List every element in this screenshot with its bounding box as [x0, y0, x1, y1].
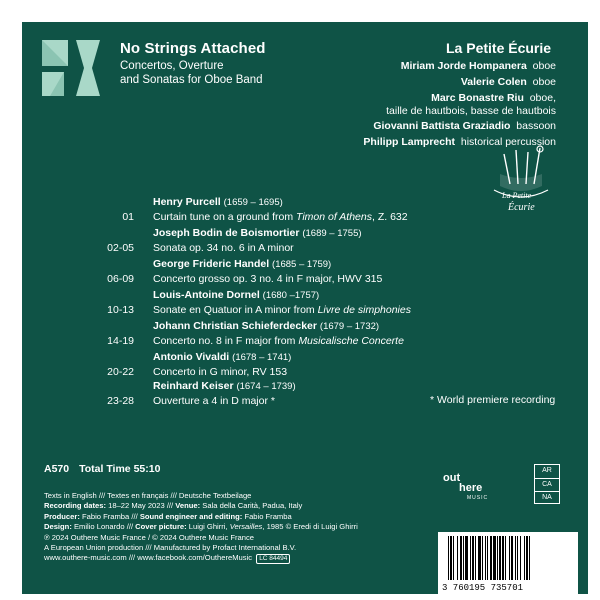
outhere-music-logo-icon: [443, 470, 499, 500]
barcode-bar: [505, 536, 506, 580]
composer-name: Johann Christian Schieferdecker: [153, 320, 317, 332]
track-number: 14-19: [107, 335, 134, 347]
lpe-logo-line-1: La Petite: [502, 191, 532, 200]
barcode-bar: [497, 536, 498, 580]
total-time: Total Time 55:10: [79, 463, 161, 475]
work-suffix: , Z. 632: [372, 211, 408, 223]
barcode-bar: [485, 536, 486, 580]
work-text: Concerto grosso op. 3 no. 4 in F major, HWV 315: [153, 273, 383, 285]
arcana-na: NA: [542, 494, 552, 502]
performer-role: oboe: [532, 76, 556, 88]
composer-dates: (1678 – 1741): [232, 352, 292, 363]
track-number: 23-28: [107, 395, 134, 407]
credits-design: [44, 522, 358, 532]
track-work: [153, 304, 411, 316]
track-number: 20-22: [107, 366, 134, 378]
cover-italic: Versailles: [229, 522, 263, 532]
track-composer: [153, 320, 379, 332]
arcana-ca: CA: [535, 479, 559, 493]
barcode-number: 3 760195 735701: [442, 583, 524, 593]
outhere-music: MUSIC: [467, 495, 489, 500]
credits-websites: [44, 553, 358, 564]
lc-code-badge: LC 84494: [256, 554, 290, 564]
venue-label: Venue:: [175, 501, 201, 511]
no-strings-logo-icon: [42, 40, 104, 96]
cover-label: Cover picture:: [135, 522, 187, 532]
performer-role: oboe,: [529, 92, 556, 104]
barcode-bar: [460, 536, 462, 580]
outhere-line-1: out: [443, 472, 461, 484]
barcode-bar: [511, 536, 513, 580]
subtitle-line-2: and Sonatas for Oboe Band: [120, 74, 263, 86]
performer-role: bassoon: [516, 120, 556, 132]
barcode-bar: [472, 536, 474, 580]
composer-name: George Frideric Handel: [153, 258, 270, 270]
album-subtitle: [120, 59, 340, 87]
barcode: [438, 532, 578, 594]
track-composer: [153, 227, 362, 239]
arcana-logo: [534, 464, 560, 504]
track-composer: [153, 380, 296, 392]
performer-role-continuation: taille de hautbois, basse de hautbois: [386, 105, 556, 117]
venue-value: Sala della Carità, Padua, Italy: [200, 501, 303, 511]
work-text: Concerto no. 8 in F major from: [153, 335, 299, 347]
composer-name: Antonio Vivaldi: [153, 351, 230, 363]
performer-2: [461, 76, 556, 89]
lpe-logo-line-2: Écurie: [508, 202, 535, 213]
websites-text[interactable]: www.outhere-music.com /// www.facebook.com/OuthereMusic: [44, 553, 253, 563]
track-composer: [153, 289, 319, 301]
composer-dates: (1674 – 1739): [236, 381, 296, 392]
barcode-bar: [499, 536, 501, 580]
track-composer: [153, 258, 331, 270]
album-title: No Strings Attached: [120, 40, 266, 57]
track-work: [153, 395, 275, 407]
performer-name: Philipp Lamprecht: [363, 136, 456, 148]
premiere-note: * World premiere recording: [430, 394, 556, 406]
composer-dates: (1685 – 1759): [272, 259, 332, 270]
barcode-bar: [482, 536, 483, 580]
barcode-bar: [450, 536, 452, 580]
composer-dates: (1689 – 1755): [302, 228, 362, 239]
performer-role: historical percussion: [460, 136, 556, 148]
work-italic: Livre de simphonies: [317, 304, 411, 316]
outhere-line-2: here: [459, 482, 483, 494]
design-value: Emilio Lonardo ///: [71, 522, 136, 532]
work-text: Sonata op. 34 no. 6 in A minor: [153, 242, 294, 254]
barcode-bar: [465, 536, 468, 580]
track-number: 06-09: [107, 273, 134, 285]
la-petite-ecurie-logo-icon: [490, 144, 552, 216]
engineer-value: Fabio Framba: [242, 511, 292, 521]
composer-dates: (1680 –1757): [262, 290, 320, 301]
producer-label: Producer:: [44, 511, 80, 521]
barcode-bar: [502, 536, 504, 580]
barcode-bar: [470, 536, 471, 580]
barcode-bar: [526, 536, 528, 580]
barcode-bar: [475, 536, 476, 580]
track-work: [153, 335, 404, 347]
ensemble-name: La Petite Écurie: [446, 40, 552, 56]
producer-value: Fabio Framba ///: [79, 511, 140, 521]
barcode-bars-icon: [438, 532, 578, 594]
work-italic: Musicalische Concerte: [298, 335, 404, 347]
performer-name: Valerie Colen: [460, 76, 527, 88]
barcode-bar: [515, 536, 516, 580]
cover-suffix: , 1985 © Eredi di Luigi Ghirri: [262, 522, 358, 532]
catalog-line: [44, 463, 170, 475]
credits-producer: [44, 512, 358, 522]
barcode-bar: [478, 536, 481, 580]
composer-dates: (1679 – 1732): [319, 321, 380, 332]
composer-name: Joseph Bodin de Boismortier: [153, 227, 300, 239]
performer-role: oboe: [532, 60, 556, 72]
barcode-bar: [490, 536, 492, 580]
barcode-bar: [457, 536, 458, 580]
performer-name: Miriam Jorde Hompanera: [400, 60, 527, 72]
back-cover: [22, 22, 588, 594]
performer-name: Marc Bonastre Riu: [431, 92, 524, 104]
barcode-bar: [463, 536, 464, 580]
performer-1: [401, 60, 556, 73]
track-number: 10-13: [107, 304, 134, 316]
performer-name: Giovanni Battista Graziadio: [373, 120, 511, 132]
track-composer: [153, 351, 291, 363]
track-number: 02-05: [107, 242, 134, 254]
performer-4: [373, 120, 556, 133]
catalog-code: A570: [44, 463, 70, 475]
design-label: Design:: [44, 522, 72, 532]
composer-name: Henry Purcell: [153, 196, 221, 208]
credits-block: [44, 491, 358, 564]
credits-texts: Texts in English /// Textes en français /// Deutsche Textbeilage: [44, 491, 252, 500]
barcode-bar: [517, 536, 518, 580]
subtitle-line-1: Concertos, Overture: [120, 60, 224, 72]
composer-dates: (1659 – 1695): [223, 197, 283, 208]
work-text: Curtain tune on a ground from: [153, 211, 297, 223]
credits-recording: [44, 501, 358, 511]
arcana-ar: AR: [535, 465, 559, 479]
composer-name: Louis-Antoine Dornel: [153, 289, 260, 301]
work-italic: Timon of Athens: [296, 211, 372, 223]
track-work: [153, 273, 382, 285]
track-composer: [153, 196, 283, 208]
barcode-bar: [453, 536, 454, 580]
track-number: 01: [122, 211, 134, 223]
track-work: [153, 211, 408, 223]
performer-3: [386, 92, 556, 118]
work-text: Concerto in G minor, RV 153: [153, 366, 288, 378]
engineer-label: Sound engineer and editing:: [139, 511, 243, 521]
barcode-bar: [524, 536, 525, 580]
barcode-bar: [529, 536, 530, 580]
work-text: Ouverture a 4 in D major *: [153, 395, 275, 407]
barcode-bar: [509, 536, 510, 580]
credits-eu: A European Union production /// Manufactured by Profact International B.V.: [44, 543, 297, 553]
barcode-bar: [520, 536, 521, 580]
composer-name: Reinhard Keiser: [153, 380, 234, 392]
work-text: Sonate en Quatuor in A minor from: [153, 304, 318, 316]
recording-label: Recording dates:: [44, 501, 107, 511]
cover-value: Luigi Ghirri,: [186, 522, 230, 532]
track-work: [153, 242, 294, 254]
recording-value: 18–22 May 2023 ///: [106, 501, 176, 511]
track-work: [153, 366, 287, 378]
barcode-bar: [493, 536, 496, 580]
barcode-bar: [487, 536, 488, 580]
barcode-bar: [448, 536, 449, 580]
credits-copyright: ℗ 2024 Outhere Music France / © 2024 Outhere Music France: [44, 532, 254, 542]
